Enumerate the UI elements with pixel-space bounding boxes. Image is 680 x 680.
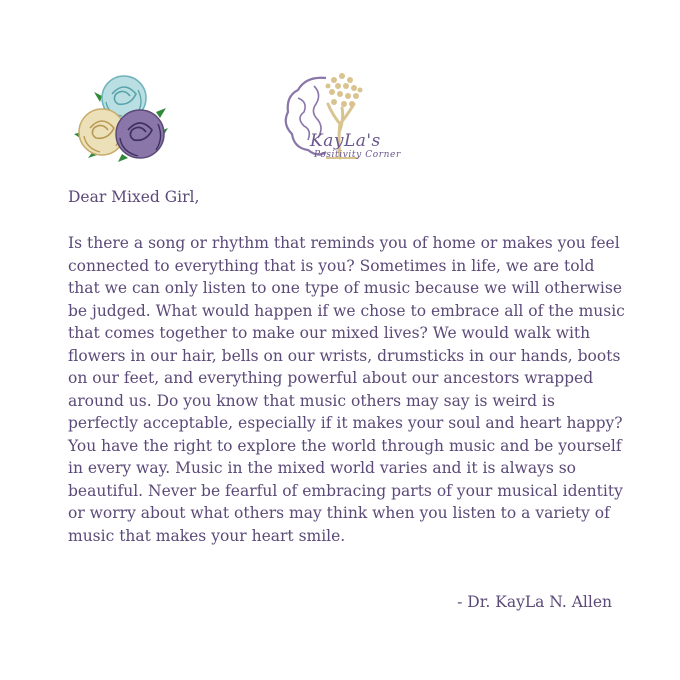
letter-salutation: Dear Mixed Girl, bbox=[68, 188, 200, 206]
brand-tagline: Positivity Corner bbox=[314, 150, 401, 160]
roses-logo bbox=[72, 68, 172, 168]
roses-bouquet-icon bbox=[72, 68, 172, 168]
brain-tree-icon bbox=[282, 68, 412, 178]
brand-wordmark bbox=[310, 132, 410, 160]
brand-name: KayLa's bbox=[310, 131, 381, 151]
brand-logo bbox=[282, 68, 412, 178]
letter-body: Is there a song or rhythm that reminds you of home or makes you feel connected to everything that is you? Sometimes in life, we are told that we can only listen to one type of music because we will otherwise be judged. What would happen if we chose to embrace all of the music that comes together to make our mixed lives? We would walk with flowers in our hair, bells on our wrists, drumsticks in our hands, boots on our feet, and everything powerful about our ancestors wrapped around us. Do you know that music others may say is weird is perfectly acceptable, especially if it makes your soul and heart happy? You have the right to explore the world through music and be yourself in every way. Music in the mixed world varies and it is always so beautiful. Never be fearful of embracing parts of your musical identity or worry about what others may think when you listen to a variety of music that makes your heart smile. bbox=[68, 234, 625, 545]
letter-signature: - Dr. KayLa N. Allen bbox=[457, 593, 612, 611]
